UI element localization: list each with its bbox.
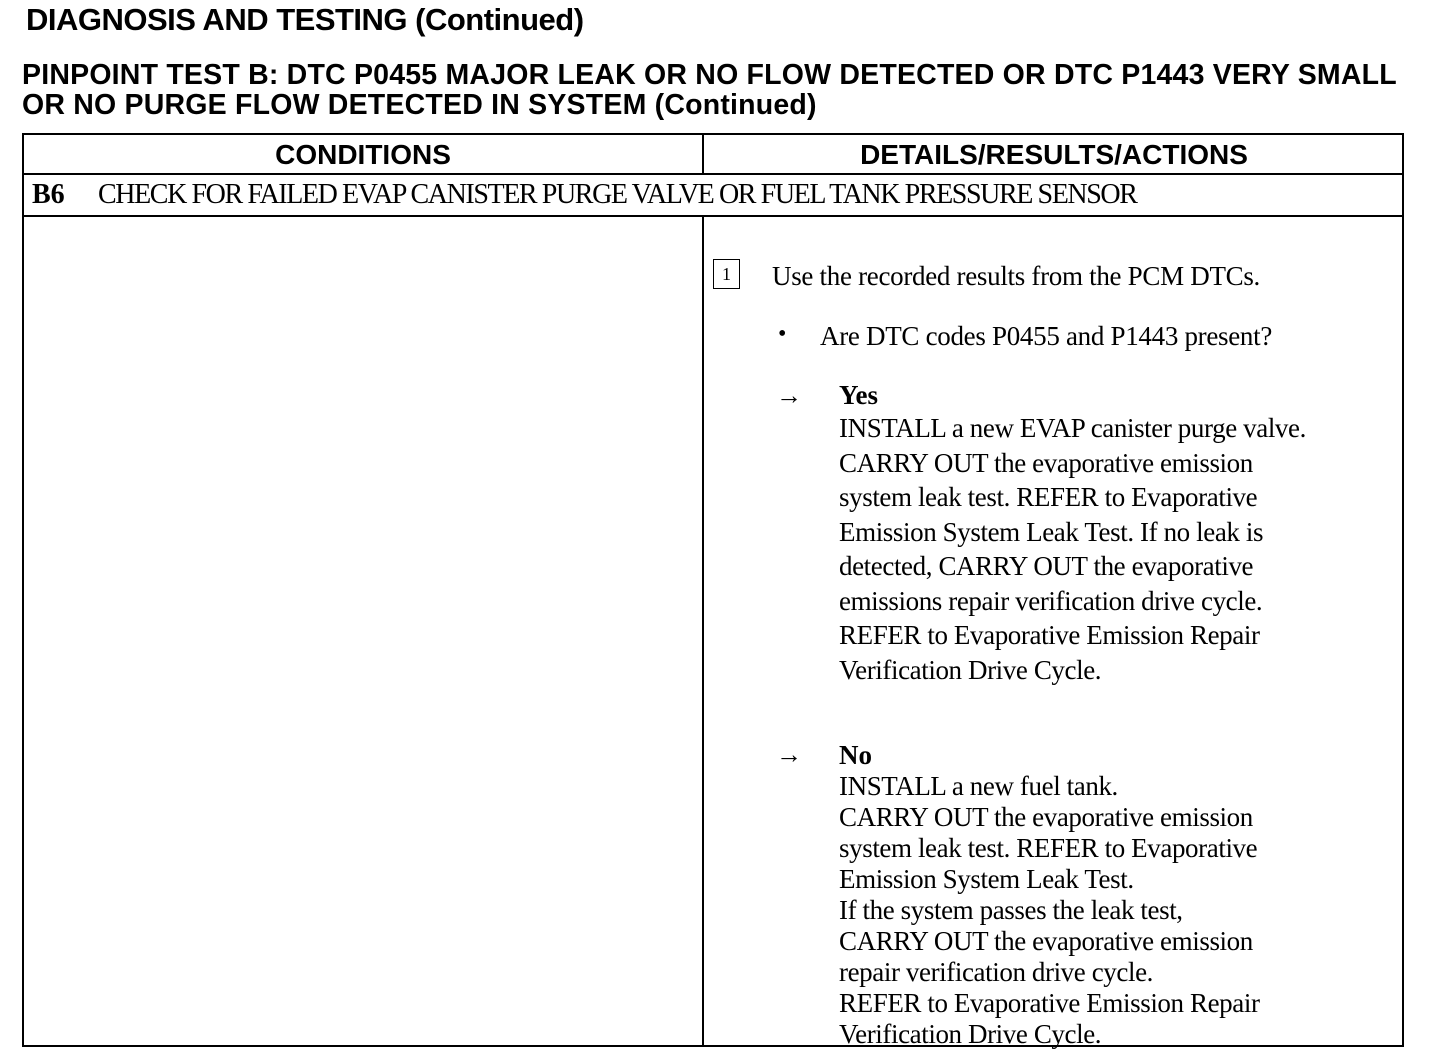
question-text: Are DTC codes P0455 and P1443 present?: [820, 321, 1273, 351]
action-line: system leak test. REFER to Evaporative: [839, 833, 1258, 863]
step-number-box: 1: [713, 259, 740, 289]
action-line: Emission System Leak Test. If no leak is: [839, 516, 1264, 547]
action-line: system leak test. REFER to Evaporative: [839, 482, 1258, 512]
no-action-text: [839, 771, 1260, 1050]
column-divider: [702, 135, 704, 175]
action-line: CARRY OUT the evaporative emission: [839, 447, 1253, 478]
action-line: REFER to Evaporative Emission Repair: [839, 988, 1260, 1018]
table-header-row: [24, 135, 1402, 175]
pinpoint-test-title: PINPOINT TEST B: DTC P0455 MAJOR LEAK OR NO FLOW DETECTED OR DTC P1443 VERY SMALL OR NO PURGE FLOW DETECTED IN SYSTEM (Continued): [22, 59, 1397, 121]
pinpoint-test-table: [22, 133, 1404, 1047]
conditions-column-header: CONDITIONS: [275, 139, 451, 170]
action-line: INSTALL a new fuel tank.: [839, 771, 1118, 801]
action-line: REFER to Evaporative Emission Repair: [839, 620, 1260, 650]
action-line: Emission System Leak Test.: [839, 864, 1134, 894]
action-line: Verification Drive Cycle.: [839, 1019, 1102, 1049]
right-arrow-icon: →: [776, 740, 802, 769]
page-title: DIAGNOSIS AND TESTING (Continued): [26, 2, 584, 37]
details-column-header: DETAILS/RESULTS/ACTIONS: [860, 139, 1248, 170]
step-row: [24, 175, 1402, 217]
action-line: CARRY OUT the evaporative emission: [839, 926, 1253, 956]
action-line: detected, CARRY OUT the evaporative: [839, 551, 1254, 581]
yes-action-text: [839, 411, 1306, 687]
action-line: repair verification drive cycle.: [839, 957, 1154, 987]
yes-label: Yes: [839, 380, 878, 410]
action-line: CARRY OUT the evaporative emission: [839, 802, 1253, 832]
bullet-icon: •: [778, 321, 787, 347]
instruction-text: Use the recorded results from the PCM DTCs.: [772, 261, 1261, 291]
step-id: B6: [32, 179, 65, 210]
action-line: Verification Drive Cycle.: [839, 654, 1102, 685]
action-line: If the system passes the leak test,: [839, 895, 1183, 925]
right-arrow-icon: →: [776, 381, 802, 410]
action-line: INSTALL a new EVAP canister purge valve.: [839, 413, 1306, 443]
step-title: CHECK FOR FAILED EVAP CANISTER PURGE VALVE OR FUEL TANK PRESSURE SENSOR: [98, 179, 1137, 210]
no-label: No: [839, 740, 872, 770]
action-line: emissions repair verification drive cycle.: [839, 585, 1263, 616]
column-divider: [702, 217, 704, 1045]
